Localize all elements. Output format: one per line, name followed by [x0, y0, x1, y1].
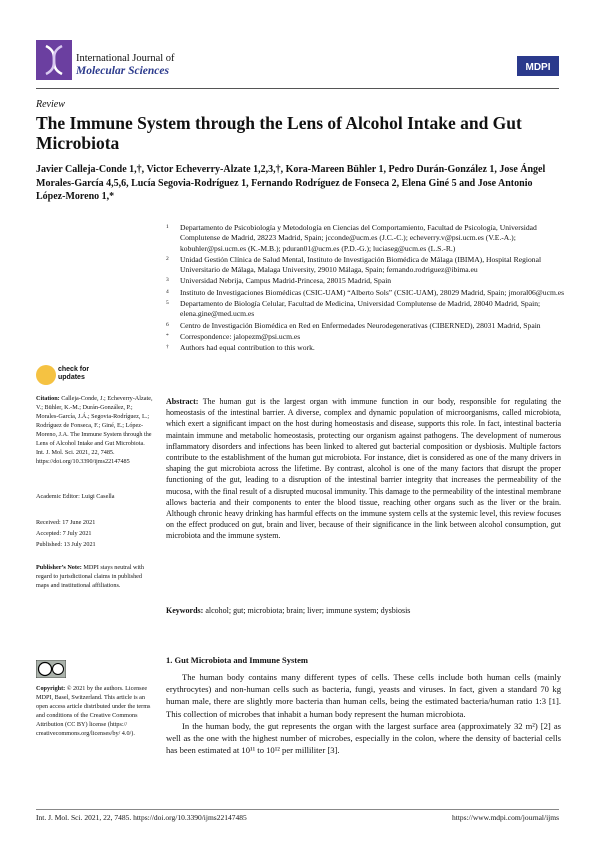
affiliation-item: 2 Unidad Gestión Clínica de Salud Mental, Instituto de Investigación Biomédica de Málaga (IBIMA), Hospital Regional Universitario de Málaga, Malaga University, 29010 Málaga, Spain; fernando.rodriguez@ibima.eu — [166, 254, 542, 275]
author-list — [36, 163, 561, 204]
citation-block — [36, 394, 154, 466]
footer-journal-url[interactable]: https://www.mdpi.com/journal/ijms — [451, 813, 559, 822]
academic-editor: Academic Editor: Luigi Casella — [36, 493, 115, 500]
keywords-text: alcohol; gut; microbiota; brain; liver; immune system; dysbiosis — [205, 606, 411, 615]
abstract — [166, 396, 561, 542]
affiliation-item: 5 Departamento de Biología Celular, Facultad de Medicina, Universidad Complutense de Madrid, 28040 Madrid, Spain; elena.gine@med.ucm.es — [166, 299, 541, 319]
section-heading: 1. Gut Microbiota and Immune System — [166, 655, 308, 665]
keywords-label: Keywords: — [166, 606, 204, 615]
citation-text: Calleja-Conde, J.; Echeverry-Alzate, V.; Bühler, K.-M.; Durán-González, P.; Morales-García, J.Á.; Segovia-Rodríguez, L.; Rodríguez de Fonseca, F.; Giné, E.; López-Moreno, J.A. The Immune System through the Lens of Alcohol Intake and Gut Microbiota. Int. J. Mol. Sci. 2021, 22, 7485. https://doi.org/10.3390/ijms22147485 — [36, 395, 153, 465]
mdpi-logo-text: MDPI — [525, 62, 551, 73]
paragraph: The human body contains many different types of cells. These cells include both human cells (mainly erythrocytes) and non-human cells such as bacteria, fungi, yeasts and viruses. In fact, given a standard 70 kg human male, there are slightly more bacteria than human cells, being the estimated bacteria/human ratio 1:3 [1]. This collection of microbes that inhabit a human body represent the human microbiota. — [166, 672, 561, 719]
affiliation-item: † Authors had equal contribution to this work. — [166, 343, 315, 353]
journal-name — [76, 52, 175, 78]
footer-citation[interactable]: Int. J. Mol. Sci. 2021, 22, 7485. https://doi.org/10.3390/ijms22147485 — [36, 813, 247, 822]
affiliation-item: * Correspondence: jalopezm@psi.ucm.es — [166, 331, 301, 341]
abstract-text: The human gut is the largest organ with immune function in our body, responsible for regulating the homeostasis of the intestinal barrier. A diverse, complex and dynamic population of microorganisms, called microbiota, which exert a significant impact on the host during homeostasis and disease, supports this role. In fact, intestinal bacteria maintain immune and metabolic homeostasis, protecting our organism against pathogens. The development of numerous inflammatory disorders and infections has been linked to altered gut bacterial composition or dysbiosis. Multiple factors contribute to the establishment of the human gut microbiota. For instance, diet is considered as one of the many drivers in shaping the gut microbiota across the lifetime. By contrast, alcohol is one of the many factors that disrupt the proper functioning of the gut, leading to a disruption of the intestinal barrier integrity that increases the permeability of the mucosa, with the final result of a disrupted mucosal immunity. This damage to the permeability of the intestinal membrane allows bacteria and their components to enter the blood tissue, reaching other organs such as the liver or the brain. Although chronic heavy drinking has harmful effects on the immune system cells at the systemic level, this review focuses on the effect produced on gut, brain and liver, because of their significance in the link between alcohol consumption, gut microbiota and the immune system. — [166, 397, 562, 541]
abstract-label: Abstract: — [166, 397, 199, 406]
affiliation-item: 1 Departamento de Psicobiología y Metodología en Ciencias del Comportamiento, Facultad de Psicología, Universidad Complutense de Madrid, 28223 Madrid, Spain; jcconde@ucm.es (J.C.-C.); echeverry.v@psi.ucm.es (V.E.-A.); kobuhler@psi.ucm.es (K.-M.B.); pduran01@ucm.es (P.D.-G.); luciaseg@ucm.es (L.S.-R.) — [166, 223, 537, 253]
footer-divider — [36, 809, 559, 810]
article-type: Review — [36, 99, 65, 110]
authors-text: Javier Calleja-Conde 1,†, Victor Echeverry-Alzate 1,2,3,†, Kora-Mareen Bühler 1, Pedro Durán-González 1, Jose Ángel Morales-García 4,5,6, Lucía Segovia-Rodríguez 1, Fernando Rodríguez de Fonseca 2, Elena Giné 5 and Jose Antonio López-Moreno 1,* — [36, 164, 546, 202]
check-updates-label[interactable]: check for updates — [58, 366, 90, 381]
accepted-date: Accepted: 7 July 2021 — [36, 530, 92, 537]
affiliations — [166, 223, 566, 355]
publisher-note: Publisher’s Note: MDPI stays neutral with regard to jurisdictional claims in published maps and institutional affiliations. — [36, 564, 144, 589]
journal-name-line2: Molecular Sciences — [76, 65, 169, 77]
keywords — [166, 605, 561, 616]
article-title: The Immune System through the Lens of Alcohol Intake and Gut Microbiota — [36, 113, 522, 153]
citation-label: Citation: — [36, 395, 60, 402]
received-date: Received: 17 June 2021 — [36, 519, 96, 526]
section-body — [166, 671, 561, 756]
affiliation-item: 3 Universidad Nebrija, Campus Madrid-Princesa, 28015 Madrid, Spain — [166, 276, 392, 286]
check-updates-icon[interactable] — [36, 365, 56, 385]
affiliation-item: 4 Instituto de Investigaciones Biomédicas (CSIC-UAM) “Alberto Sols” (CSIC-UAM), 28029 Madrid, Spain; jmoral06@ucm.es — [166, 287, 565, 297]
journal-logo-icon — [36, 40, 72, 80]
affiliation-item: 6 Centro de Investigación Biomédica en Red en Enfermedades Neurodegenerativas (CIBERNED), 28031 Madrid, Spain — [166, 320, 541, 330]
cc-license-icon[interactable] — [36, 660, 66, 678]
header-divider — [36, 88, 559, 89]
mdpi-logo-icon[interactable] — [517, 56, 559, 76]
paragraph: In the human body, the gut represents the organ with the largest surface area (approximately 32 m²) [2] as well as the one with the highest number of microbes, especially in the colon, where the density of bacterial cells has been estimated at 10¹¹ to 10¹² per milliliter [3]. — [166, 720, 561, 756]
published-date: Published: 13 July 2021 — [36, 541, 96, 548]
journal-name-line1: International Journal of — [76, 53, 175, 64]
copyright-block: Copyright: © 2021 by the authors. Licensee MDPI, Basel, Switzerland. This article is an open access article distributed under the terms and conditions of the Creative Commons Attribution (CC BY) license (https:// creativecommons.org/licenses/by/ 4.0/). — [36, 685, 151, 737]
